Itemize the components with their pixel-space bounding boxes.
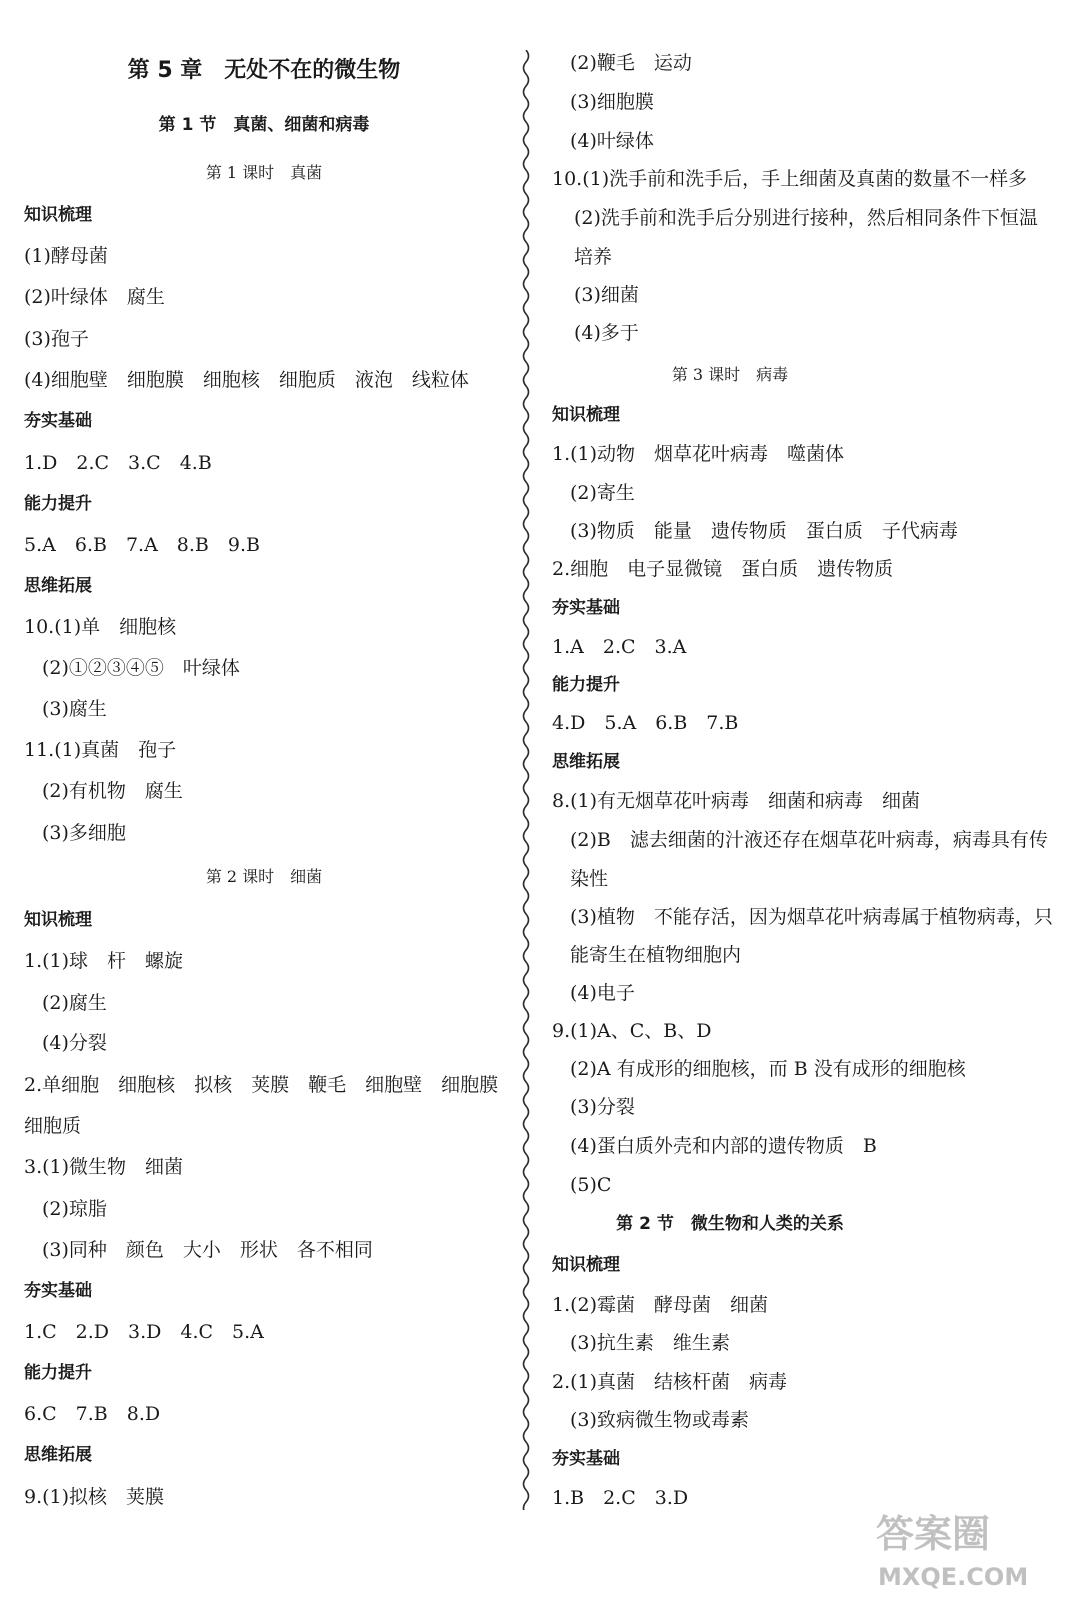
chapter-title: 第 5 章 无处不在的微生物	[127, 58, 401, 83]
answer-subline: 能寄生在植物细胞内	[570, 944, 742, 966]
lesson-title: 第 2 课时 细菌	[205, 867, 323, 886]
answer-subline: (2)鞭毛 运动	[570, 52, 692, 74]
subsection-heading: 知识梳理	[552, 405, 620, 425]
answer-subline: (2)琼脂	[42, 1198, 107, 1220]
answer-line: (4)细胞壁 细胞膜 细胞核 细胞质 液泡 线粒体	[24, 369, 469, 391]
answer-subline: (3)多细胞	[42, 822, 126, 844]
answer-subline: (5)C	[570, 1174, 612, 1196]
lesson-title: 第 3 课时 病毒	[671, 365, 789, 384]
answer-line: 1.B 2.C 3.D	[552, 1487, 689, 1509]
answer-subline: (3)同种 颜色 大小 形状 各不相同	[42, 1239, 373, 1261]
answer-subline: (3)物质 能量 遗传物质 蛋白质 子代病毒	[570, 520, 958, 542]
subsection-heading: 夯实基础	[24, 411, 92, 431]
answer-line: 4.D 5.A 6.B 7.B	[552, 712, 739, 734]
subsection-heading: 夯实基础	[24, 1281, 92, 1301]
subsection-heading: 能力提升	[552, 675, 620, 695]
subsection-heading: 能力提升	[24, 494, 92, 514]
answer-line: 6.C 7.B 8.D	[24, 1403, 161, 1425]
section-title: 第 2 节 微生物和人类的关系	[616, 1214, 844, 1234]
answer-subline: (4)叶绿体	[570, 130, 654, 152]
answer-line: 1.C 2.D 3.D 4.C 5.A	[24, 1321, 264, 1343]
subsection-heading: 思维拓展	[24, 576, 92, 596]
answer-line: 1.D 2.C 3.C 4.B	[24, 452, 212, 474]
answer-subline: (4)蛋白质外壳和内部的遗传物质 B	[570, 1135, 877, 1157]
answer-line: 2.(1)真菌 结核杆菌 病毒	[552, 1371, 788, 1393]
answer-line: 细胞质	[24, 1115, 82, 1137]
answer-subline: (2)腐生	[42, 992, 107, 1014]
answer-line: 10.(1)洗手前和洗手后，手上细菌及真菌的数量不一样多	[552, 168, 1028, 190]
answer-line: 11.(1)真菌 孢子	[24, 739, 177, 761]
subsection-heading: 夯实基础	[552, 598, 620, 618]
column-divider	[518, 50, 534, 1510]
watermark-logo-text: 答案圈	[876, 1512, 991, 1556]
watermark-domain: MXQE.COM	[878, 1563, 1029, 1591]
answer-subline: (2)寄生	[570, 482, 635, 504]
answer-line: 1.(1)动物 烟草花叶病毒 噬菌体	[552, 443, 845, 465]
answer-line: 5.A 6.B 7.A 8.B 9.B	[24, 534, 260, 556]
wavy-divider-line	[524, 50, 529, 1510]
answer-subline: (2)B 滤去细菌的汁液还存在烟草花叶病毒，病毒具有传	[570, 829, 1048, 851]
subsection-heading: 能力提升	[24, 1363, 92, 1383]
answer-subline: (2)有机物 腐生	[42, 780, 183, 802]
answer-subline: (3)腐生	[42, 698, 107, 720]
answer-subline: (4)电子	[570, 982, 635, 1004]
answer-line: 1.(1)球 杆 螺旋	[24, 950, 184, 972]
answer-line: 2.细胞 电子显微镜 蛋白质 遗传物质	[552, 558, 894, 580]
answer-line: 8.(1)有无烟草花叶病毒 细菌和病毒 细菌	[552, 790, 921, 812]
answer-subline: (2)洗手前和洗手后分别进行接种，然后相同条件下恒温	[574, 207, 1038, 229]
answer-subline: (3)分裂	[570, 1096, 635, 1118]
watermark-logo	[870, 1505, 1060, 1595]
answer-subline: (4)分裂	[42, 1032, 107, 1054]
answer-subline: (3)抗生素 维生素	[570, 1332, 730, 1354]
subsection-heading: 夯实基础	[552, 1449, 620, 1469]
answer-subline: (2)①②③④⑤ 叶绿体	[42, 657, 240, 679]
answer-line: 9.(1)拟核 荚膜	[24, 1486, 165, 1508]
lesson-title: 第 1 课时 真菌	[205, 163, 323, 182]
answer-line: 2.单细胞 细胞核 拟核 荚膜 鞭毛 细胞壁 细胞膜	[24, 1074, 499, 1096]
answer-line: (3)孢子	[24, 328, 89, 350]
answer-subline: (3)致病微生物或毒素	[570, 1409, 749, 1431]
answer-subline: 培养	[574, 246, 613, 268]
answer-line: 1.A 2.C 3.A	[552, 636, 687, 658]
answer-subline: (3)细胞膜	[570, 91, 654, 113]
subsection-heading: 思维拓展	[24, 1445, 92, 1465]
answer-line: (2)叶绿体 腐生	[24, 286, 165, 308]
section-title: 第 1 节 真菌、细菌和病毒	[158, 115, 370, 135]
answer-line: 10.(1)单 细胞核	[24, 616, 177, 638]
answer-line: 3.(1)微生物 细菌	[24, 1156, 184, 1178]
answer-line: 1.(2)霉菌 酵母菌 细菌	[552, 1294, 769, 1316]
subsection-heading: 知识梳理	[24, 910, 92, 930]
answer-subline: (4)多于	[574, 322, 639, 344]
subsection-heading: 思维拓展	[552, 752, 620, 772]
subsection-heading: 知识梳理	[24, 205, 92, 225]
answer-subline: 染性	[570, 868, 609, 890]
answer-line: 9.(1)A、C、B、D	[552, 1020, 712, 1042]
answer-subline: (2)A 有成形的细胞核，而 B 没有成形的细胞核	[570, 1058, 966, 1080]
answer-subline: (3)细菌	[574, 284, 639, 306]
answer-line: (1)酵母菌	[24, 245, 108, 267]
answer-subline: (3)植物 不能存活，因为烟草花叶病毒属于植物病毒，只	[570, 906, 1053, 928]
subsection-heading: 知识梳理	[552, 1255, 620, 1275]
